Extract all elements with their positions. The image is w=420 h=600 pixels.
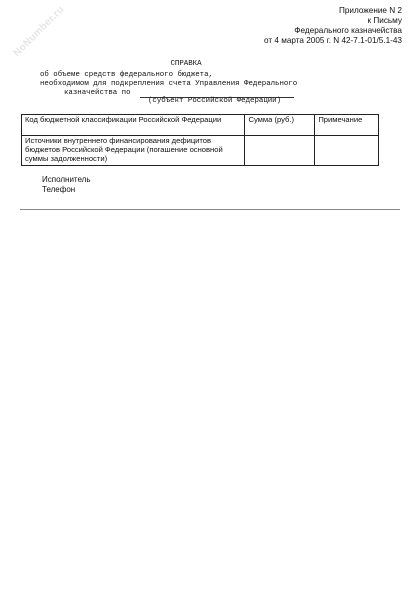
table-header-row bbox=[22, 115, 379, 136]
document-subtitle-line-3: казначейства по bbox=[64, 89, 131, 97]
appendix-reference bbox=[264, 6, 402, 46]
subject-hint: (субъект Российской Федерации) bbox=[148, 97, 282, 105]
appendix-line-1: Приложение N 2 bbox=[338, 6, 402, 15]
cell-budget-code: Источники внутреннего финансирования дефицитов бюджетов Российской Федерации (погашение основной суммы задолженности) bbox=[22, 136, 245, 166]
document-subtitle-line-1: об объеме средств федерального бюджета, bbox=[40, 71, 213, 79]
cell-note bbox=[315, 136, 379, 166]
table-row bbox=[22, 136, 379, 166]
header-amount: Сумма (руб.) bbox=[245, 115, 315, 136]
header-note: Примечание bbox=[315, 115, 379, 136]
budget-table bbox=[21, 114, 379, 166]
appendix-line-3: Федерального казначейства bbox=[294, 26, 402, 35]
phone-label: Телефон bbox=[42, 185, 76, 194]
document-title: СПРАВКА bbox=[170, 60, 202, 68]
executor-label: Исполнитель bbox=[42, 175, 91, 184]
cell-amount bbox=[245, 136, 315, 166]
bottom-divider bbox=[20, 209, 400, 210]
header-budget-code: Код бюджетной классификации Российской Федерации bbox=[22, 115, 245, 136]
appendix-line-4: от 4 марта 2005 г. N 42-7.1-01/5.1-43 bbox=[263, 36, 402, 45]
appendix-line-2: к Письму bbox=[367, 16, 402, 25]
watermark: NoNumber.ru bbox=[11, 4, 67, 59]
signers-block bbox=[42, 175, 91, 195]
document-subtitle-line-2: необходимом для подкрепления счета Управления Федерального bbox=[40, 80, 298, 88]
